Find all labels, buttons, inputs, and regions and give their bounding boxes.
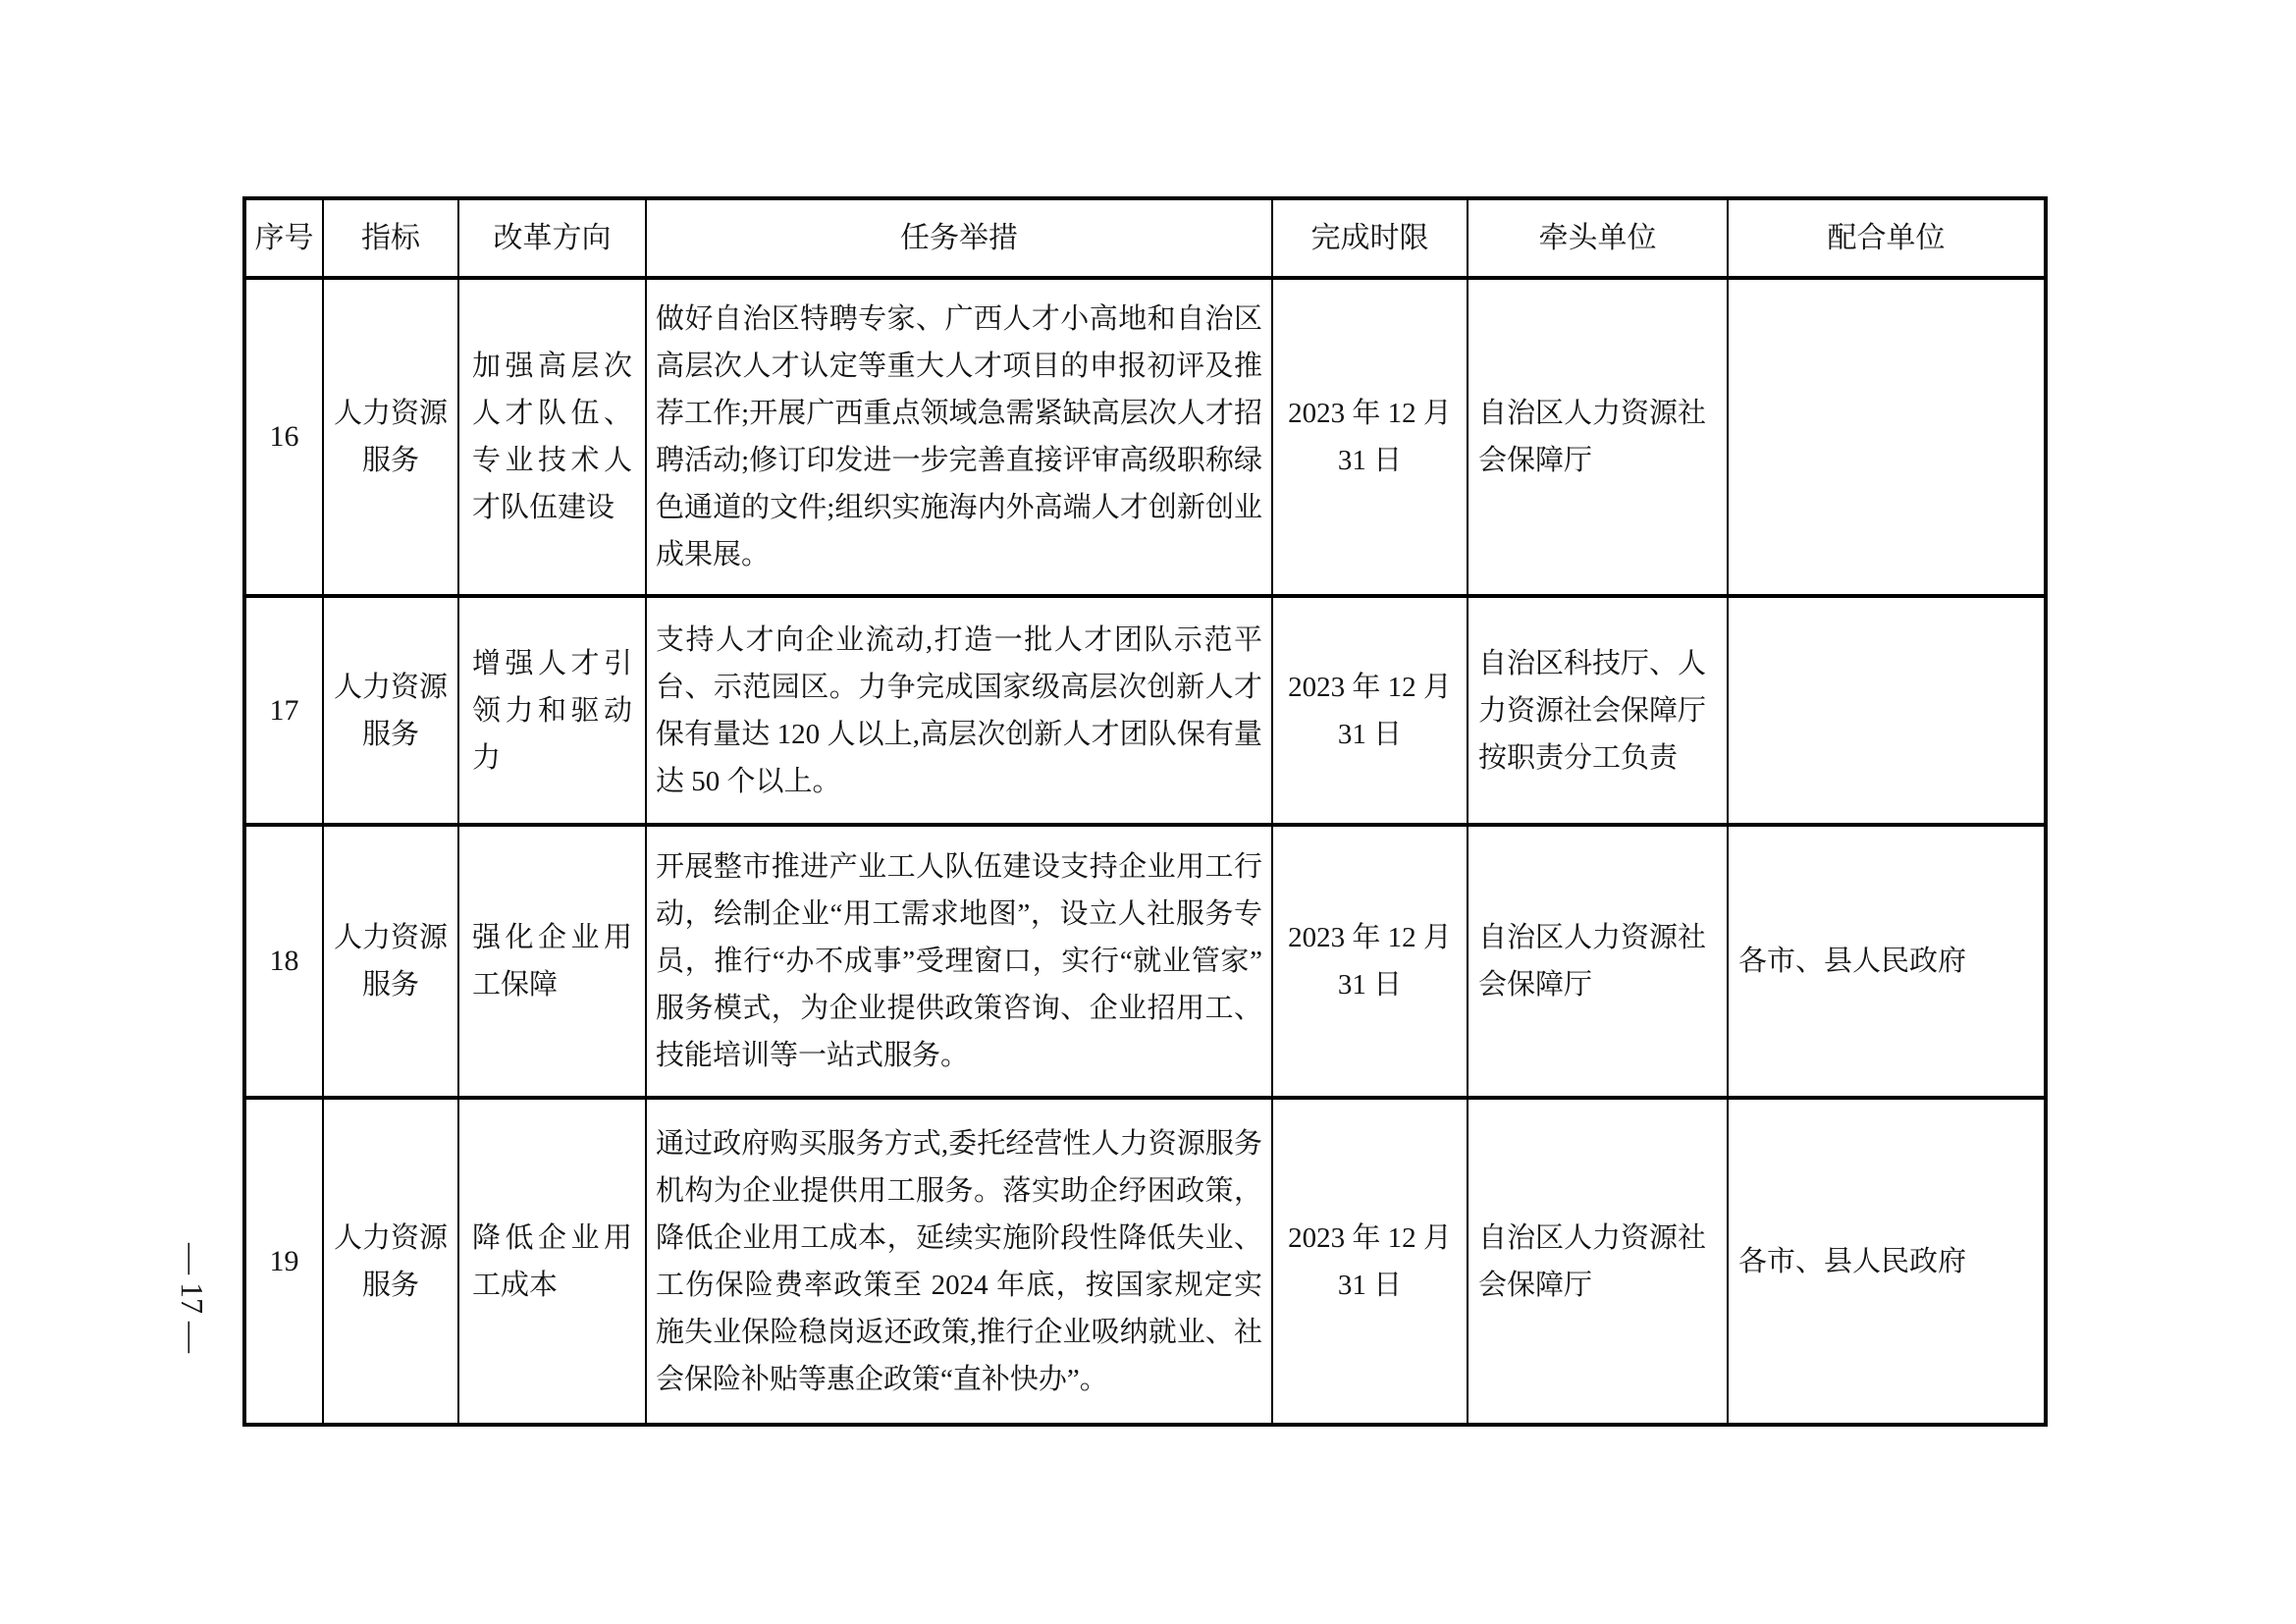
cell-serial-number: 18 — [244, 825, 323, 1098]
cell-lead-unit: 自治区人力资源社会保障厅 — [1468, 825, 1728, 1098]
cell-reform-direction: 增强人才引领力和驱动力 — [458, 596, 646, 825]
cell-support-unit — [1728, 596, 2046, 825]
cell-deadline: 2023 年 12 月 31 日 — [1272, 1098, 1468, 1425]
cell-serial-number: 19 — [244, 1098, 323, 1425]
table-row — [244, 278, 2046, 596]
cell-indicator: 人力资源服务 — [323, 278, 458, 596]
cell-support-unit: 各市、县人民政府 — [1728, 825, 2046, 1098]
table-row — [244, 1098, 2046, 1425]
table-row — [244, 596, 2046, 825]
cell-deadline: 2023 年 12 月 31 日 — [1272, 825, 1468, 1098]
header-support-unit: 配合单位 — [1728, 198, 2046, 278]
cell-lead-unit: 自治区人力资源社会保障厅 — [1468, 1098, 1728, 1425]
cell-reform-direction: 强化企业用工保障 — [458, 825, 646, 1098]
header-lead-unit: 牵头单位 — [1468, 198, 1728, 278]
header-deadline: 完成时限 — [1272, 198, 1468, 278]
reform-task-table — [242, 196, 2048, 1427]
cell-support-unit: 各市、县人民政府 — [1728, 1098, 2046, 1425]
cell-task-measures: 通过政府购买服务方式,委托经营性人力资源服务机构为企业提供用工服务。落实助企纾困政策，降低企业用工成本，延续实施阶段性降低失业、工伤保险费率政策至 2024 年底，按国家规定实施失业保险稳岗返还政策,推行企业吸纳就业、社会保险补贴等惠企政策“直补快办”。 — [646, 1098, 1272, 1425]
header-task-measures: 任务举措 — [646, 198, 1272, 278]
cell-reform-direction: 加强高层次人才队伍、专业技术人才队伍建设 — [458, 278, 646, 596]
cell-serial-number: 16 — [244, 278, 323, 596]
cell-task-measures: 开展整市推进产业工人队伍建设支持企业用工行动，绘制企业“用工需求地图”，设立人社服务专员，推行“办不成事”受理窗口，实行“就业管家”服务模式，为企业提供政策咨询、企业招用工、技能培训等一站式服务。 — [646, 825, 1272, 1098]
cell-lead-unit: 自治区人力资源社会保障厅 — [1468, 278, 1728, 596]
table-header-row — [244, 198, 2046, 278]
page-number: — 17 — — [175, 1243, 210, 1353]
cell-serial-number: 17 — [244, 596, 323, 825]
cell-support-unit — [1728, 278, 2046, 596]
header-indicator: 指标 — [323, 198, 458, 278]
cell-lead-unit: 自治区科技厅、人力资源社会保障厅按职责分工负责 — [1468, 596, 1728, 825]
cell-deadline: 2023 年 12 月 31 日 — [1272, 596, 1468, 825]
cell-indicator: 人力资源服务 — [323, 825, 458, 1098]
cell-indicator: 人力资源服务 — [323, 1098, 458, 1425]
cell-deadline: 2023 年 12 月 31 日 — [1272, 278, 1468, 596]
table-row — [244, 825, 2046, 1098]
cell-task-measures: 做好自治区特聘专家、广西人才小高地和自治区高层次人才认定等重大人才项目的申报初评及推荐工作;开展广西重点领域急需紧缺高层次人才招聘活动;修订印发进一步完善直接评审高级职称绿色通道的文件;组织实施海内外高端人才创新创业成果展。 — [646, 278, 1272, 596]
cell-indicator: 人力资源服务 — [323, 596, 458, 825]
header-reform-direction: 改革方向 — [458, 198, 646, 278]
cell-task-measures: 支持人才向企业流动,打造一批人才团队示范平台、示范园区。力争完成国家级高层次创新人才保有量达 120 人以上,高层次创新人才团队保有量达 50 个以上。 — [646, 596, 1272, 825]
header-serial-number: 序号 — [244, 198, 323, 278]
cell-reform-direction: 降低企业用工成本 — [458, 1098, 646, 1425]
